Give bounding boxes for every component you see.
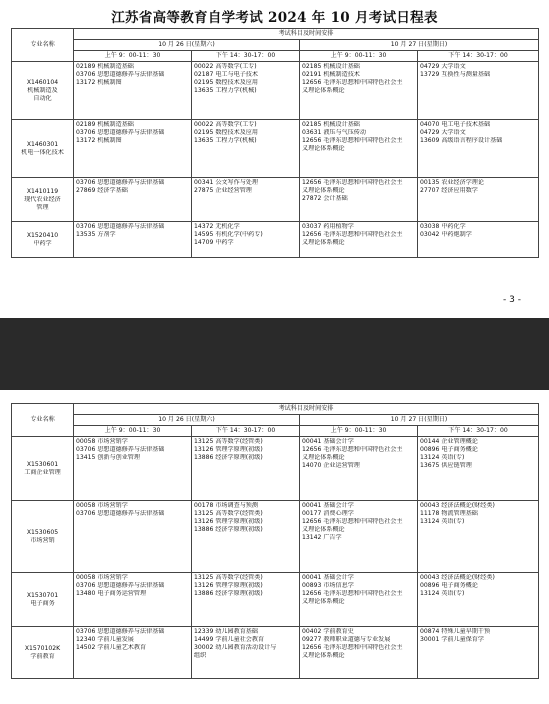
exam-subject: 00341 公文写作与处理: [194, 179, 258, 187]
table-row: [12, 501, 539, 573]
exam-subject: 12340 学前儿童发展: [76, 636, 134, 644]
major-name: 中药学: [33, 239, 52, 247]
exam-slot-cell: [300, 178, 418, 222]
exam-slot-cell: [300, 222, 418, 258]
exam-subject: 12656 毛泽东思想和中国特色社会主: [302, 590, 403, 598]
exam-subject: 04070 电工电子技术基础: [420, 121, 491, 129]
day2-pm-header: 下午 14：30-17：00: [418, 426, 539, 437]
exam-subject: 14070 企业运营管理: [302, 462, 360, 470]
exam-subject: 义理论体系概论: [302, 526, 345, 534]
major-name: 电子商务: [30, 599, 55, 607]
exam-subject: 03706 思想道德修养与法律基础: [76, 510, 165, 518]
day1-am-header: 上午 9：00-11：30: [74, 426, 192, 437]
exam-subject: 13729 互换性与测量基础: [420, 71, 491, 79]
table-row: [12, 178, 539, 222]
schedule-page-1: [0, 0, 549, 318]
exam-subject: 02195 数控技术及应用: [194, 79, 258, 87]
major-cell: [12, 627, 74, 679]
exam-subject: 14595 有机化学(中药专): [194, 231, 263, 239]
exam-subject: 11178 物流管理基础: [420, 510, 478, 518]
exam-subject: 00144 企业管理概论: [420, 438, 478, 446]
exam-slot-cell: [192, 573, 300, 627]
table-row: [12, 62, 539, 120]
page-separator: [0, 318, 549, 390]
exam-subject: 14372 无机化学: [194, 223, 240, 231]
exam-subject: 12656 毛泽东思想和中国特色社会主: [302, 137, 403, 145]
major-cell: [12, 573, 74, 627]
exam-subject: 义理论体系概论: [302, 145, 345, 153]
major-name: 机械制造及: [27, 86, 58, 94]
major-name: 工商企业管理: [24, 468, 61, 476]
exam-slot-cell: [418, 573, 539, 627]
exam-subject: 00043 经济法概论(财经类): [420, 574, 495, 582]
exam-subject: 03706 思想道德修养与法律基础: [76, 446, 165, 454]
exam-subject: 义理论体系概论: [302, 598, 345, 606]
exam-subject: 04729 大学语文: [420, 129, 466, 137]
exam-subject: 12656 毛泽东思想和中国特色社会主: [302, 446, 403, 454]
exam-subject: 12656 毛泽东思想和中国特色社会主: [302, 644, 403, 652]
major-name: 市场营销: [30, 536, 55, 544]
page-title: 江苏省高等教育自学考试 2024 年 10 月考试日程表: [111, 10, 438, 26]
exam-subject: 13635 工程力学(机械): [194, 137, 257, 145]
exam-subject: 13415 创新与创业管理: [76, 454, 140, 462]
exam-subject: 00874 特殊儿童早期干预: [420, 628, 491, 636]
major-cell: [12, 437, 74, 501]
exam-subject: 13172 机械制图: [76, 137, 122, 145]
exam-subject: 13886 经济学原理(初级): [194, 526, 263, 534]
exam-subject: 03631 液压与气压传动: [302, 129, 366, 137]
exam-subject: 00041 基础会计学: [302, 574, 354, 582]
major-name: 学前教育: [30, 652, 55, 660]
exam-subject: 03706 思想道德修养与法律基础: [76, 71, 165, 79]
major-cell: [12, 501, 74, 573]
exam-subject: 13535 方剂学: [76, 231, 116, 239]
exam-subject: 00043 经济法概论(财经类): [420, 502, 495, 510]
exam-subject: 13124 英语(专): [420, 454, 465, 462]
exam-subject: 00041 基础会计学: [302, 438, 354, 446]
day2-am-header: 上午 9：00-11：30: [300, 426, 418, 437]
exam-subject: 13886 经济学原理(初级): [194, 590, 263, 598]
major-cell: [12, 62, 74, 120]
exam-subject: 13172 机械制图: [76, 79, 122, 87]
major-code: X1530701: [26, 591, 59, 599]
exam-subject: 03706 思想道德修养与法律基础: [76, 223, 165, 231]
exam-subject: 13609 高级语言程序设计基础: [420, 137, 503, 145]
exam-slot-cell: [192, 501, 300, 573]
arrangement-header: 考试科目及时间安排: [74, 404, 539, 415]
day1-header: 10 月 26 日(星期六): [74, 40, 300, 51]
exam-subject: 14502 学前儿童艺术教育: [76, 644, 147, 652]
exam-subject: 03042 中药炮制学: [420, 231, 472, 239]
exam-subject: 27875 企业经营管理: [194, 187, 252, 195]
exam-slot-cell: [300, 437, 418, 501]
exam-slot-cell: [74, 627, 192, 679]
exam-subject: 27872 会计基础: [302, 195, 348, 203]
exam-subject: 义理论体系概论: [302, 652, 345, 660]
exam-slot-cell: [74, 573, 192, 627]
exam-subject: 13675 供应链管理: [420, 462, 472, 470]
exam-subject: 13886 经济学原理(初级): [194, 454, 263, 462]
exam-subject: 12656 毛泽东思想和中国特色社会主: [302, 231, 403, 239]
exam-subject: 13125 高等数学(经管类): [194, 438, 263, 446]
major-cell: [12, 222, 74, 258]
arrangement-header: 考试科目及时间安排: [74, 29, 539, 40]
exam-slot-cell: [192, 222, 300, 258]
exam-slot-cell: [418, 501, 539, 573]
day2-header: 10 月 27 日(星期日): [300, 415, 539, 426]
day1-pm-header: 下午 14：30-17：00: [192, 51, 300, 62]
major-name: 机电一体化技术: [21, 148, 64, 156]
exam-subject: 00058 市场营销学: [76, 502, 128, 510]
exam-subject: 09277 教师职业道德与专业发展: [302, 636, 391, 644]
table-row: [12, 573, 539, 627]
exam-subject: 14709 中药学: [194, 239, 234, 247]
exam-subject: 00402 学前教育史: [302, 628, 354, 636]
exam-subject: 00058 市场营销学: [76, 574, 128, 582]
major-code: X1570102K: [24, 644, 61, 652]
exam-subject: 03706 思想道德修养与法律基础: [76, 129, 165, 137]
exam-subject: 14499 学前儿童社会教育: [194, 636, 265, 644]
exam-slot-cell: [418, 120, 539, 178]
exam-slot-cell: [192, 437, 300, 501]
exam-slot-cell: [74, 178, 192, 222]
schedule-page-2: [0, 390, 549, 704]
exam-slot-cell: [418, 62, 539, 120]
exam-subject: 27869 经济学基础: [76, 187, 128, 195]
day1-pm-header: 下午 14：30-17：00: [192, 426, 300, 437]
exam-subject: 00041 基础会计学: [302, 502, 354, 510]
exam-slot-cell: [418, 222, 539, 258]
major-code: X1410119: [26, 187, 59, 195]
exam-subject: 30001 学前儿童保育学: [420, 636, 484, 644]
exam-subject: 02189 机械制造基础: [76, 121, 134, 129]
major-name: 现代农业经济: [24, 195, 61, 203]
exam-subject: 30002 幼儿园教育活动设计与: [194, 644, 277, 652]
exam-slot-cell: [418, 178, 539, 222]
exam-slot-cell: [300, 501, 418, 573]
exam-subject: 03037 药用植物学: [302, 223, 354, 231]
exam-slot-cell: [192, 120, 300, 178]
exam-slot-cell: [192, 627, 300, 679]
exam-subject: 00058 市场营销学: [76, 438, 128, 446]
exam-subject: 12339 幼儿园教育基础: [194, 628, 258, 636]
exam-slot-cell: [74, 501, 192, 573]
exam-subject: 03706 思想道德修养与法律基础: [76, 179, 165, 187]
major-name: 自动化: [33, 94, 52, 102]
exam-subject: 00178 市场调查与预测: [194, 502, 258, 510]
major-cell: [12, 120, 74, 178]
exam-subject: 义理论体系概论: [302, 239, 345, 247]
exam-subject: 12656 毛泽东思想和中国特色社会主: [302, 79, 403, 87]
exam-slot-cell: [74, 437, 192, 501]
major-code: X1530601: [26, 460, 59, 468]
major-header: 专业名称: [12, 29, 74, 62]
exam-slot-cell: [300, 62, 418, 120]
exam-subject: 02185 机械设计基础: [302, 121, 360, 129]
exam-subject: 13125 高等数学(经管类): [194, 574, 263, 582]
exam-subject: 00896 电子商务概论: [420, 446, 478, 454]
day1-am-header: 上午 9：00-11：30: [74, 51, 192, 62]
exam-slot-cell: [418, 437, 539, 501]
major-header: 专业名称: [12, 404, 74, 437]
exam-subject: 义理论体系概论: [302, 87, 345, 95]
exam-subject: 13125 高等数学(经管类): [194, 510, 263, 518]
exam-subject: 13126 管理学原理(初级): [194, 446, 263, 454]
day2-pm-header: 下午 14：30-17：00: [418, 51, 539, 62]
table-row: [12, 120, 539, 178]
exam-subject: 03706 思想道德修养与法律基础: [76, 628, 165, 636]
exam-subject: 13480 电子商务运营管理: [76, 590, 147, 598]
exam-slot-cell: [418, 627, 539, 679]
exam-subject: 00022 高等数学(工专): [194, 63, 257, 71]
day2-header: 10 月 27 日(星期日): [300, 40, 539, 51]
exam-slot-cell: [192, 62, 300, 120]
day1-header: 10 月 26 日(星期六): [74, 415, 300, 426]
exam-subject: 13142 广告学: [302, 534, 342, 542]
exam-slot-cell: [300, 120, 418, 178]
exam-subject: 02185 机械设计基础: [302, 63, 360, 71]
exam-subject: 13126 管理学原理(初级): [194, 518, 263, 526]
exam-subject: 00893 市场信息学: [302, 582, 354, 590]
exam-slot-cell: [300, 573, 418, 627]
schedule-table-1: [11, 28, 539, 258]
exam-slot-cell: [74, 120, 192, 178]
exam-slot-cell: [300, 627, 418, 679]
exam-subject: 00135 农业经济学理论: [420, 179, 484, 187]
exam-subject: 00896 电子商务概论: [420, 582, 478, 590]
table-row: [12, 627, 539, 679]
exam-subject: 义理论体系概论: [302, 454, 345, 462]
exam-subject: 13124 英语(专): [420, 518, 465, 526]
exam-subject: 02195 数控技术及应用: [194, 129, 258, 137]
exam-subject: 12656 毛泽东思想和中国特色社会主: [302, 518, 403, 526]
major-cell: [12, 178, 74, 222]
major-code: X1520410: [26, 231, 59, 239]
exam-subject: 13124 英语(专): [420, 590, 465, 598]
major-name: 管理: [36, 203, 49, 211]
exam-subject: 义理论体系概论: [302, 187, 345, 195]
exam-subject: 02189 机械制造基础: [76, 63, 134, 71]
exam-slot-cell: [74, 62, 192, 120]
exam-subject: 04729 大学语文: [420, 63, 466, 71]
table-row: [12, 222, 539, 258]
exam-slot-cell: [192, 178, 300, 222]
major-code: X1460104: [26, 78, 59, 86]
exam-subject: 02191 机械制造技术: [302, 71, 360, 79]
exam-subject: 03038 中药化学: [420, 223, 466, 231]
major-code: X1530605: [26, 528, 59, 536]
exam-subject: 13126 管理学原理(初级): [194, 582, 263, 590]
exam-subject: 13635 工程力学(机械): [194, 87, 257, 95]
exam-subject: 02187 电工与电子技术: [194, 71, 258, 79]
exam-subject: 12656 毛泽东思想和中国特色社会主: [302, 179, 403, 187]
major-code: X1460301: [26, 140, 59, 148]
exam-subject: 00177 消费心理学: [302, 510, 354, 518]
exam-subject: 27707 经济应用数学: [420, 187, 478, 195]
day2-am-header: 上午 9：00-11：30: [300, 51, 418, 62]
exam-subject: 组织: [194, 652, 207, 660]
table-row: [12, 437, 539, 501]
exam-subject: 00022 高等数学(工专): [194, 121, 257, 129]
schedule-table-2: [11, 403, 539, 679]
exam-subject: 03706 思想道德修养与法律基础: [76, 582, 165, 590]
page-number: - 3 -: [503, 295, 521, 305]
exam-slot-cell: [74, 222, 192, 258]
